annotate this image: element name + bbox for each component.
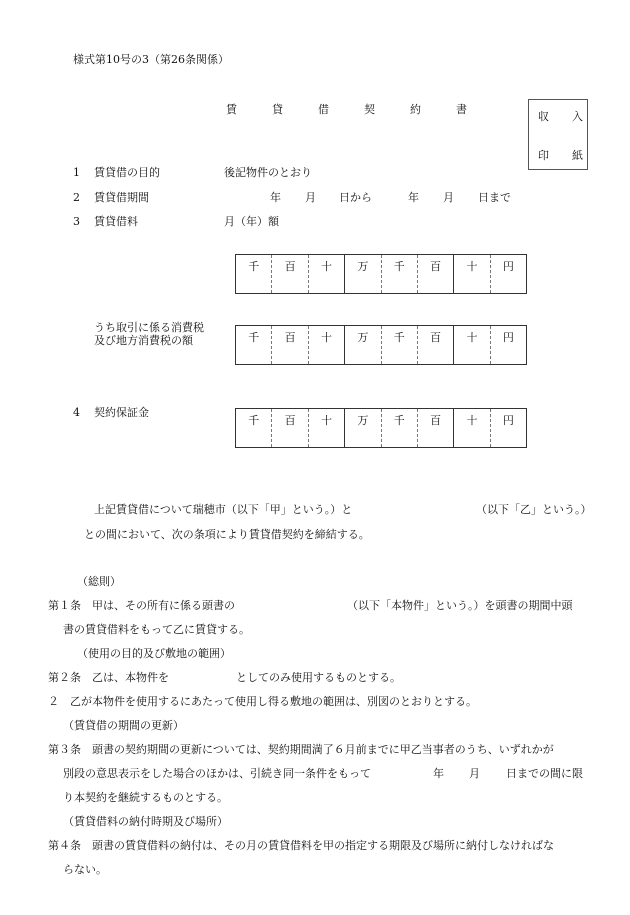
renewal-day: 日までの間に限 — [506, 767, 583, 780]
stamp-char: 印 — [538, 149, 549, 162]
digit-cell[interactable]: 万 — [344, 326, 380, 364]
item-label: 契約保証金 — [94, 406, 149, 419]
article2-line1b: としてのみ使用するものとする。 — [236, 671, 401, 684]
article2-line1a: 第２条 乙は、本物件を — [48, 671, 169, 684]
form-reference: 様式第10号の3（第26条関係） — [73, 53, 229, 66]
title-char: 約 — [410, 103, 421, 116]
article1-line1a: 第１条 甲は、その所有に係る頭書の — [48, 599, 235, 612]
period-day-until: 日まで — [478, 191, 511, 204]
revenue-stamp-box — [528, 99, 588, 170]
period-day-from: 日から — [339, 191, 372, 204]
digit-cell[interactable]: 百 — [271, 409, 307, 447]
article4-line1: 第４条 頭書の賃貸借料の納付は、その月の賃貸借料を甲の指定する期限及び場所に納付しなければな — [48, 839, 554, 852]
renewal-month: 月 — [469, 767, 480, 780]
document-title — [226, 104, 502, 115]
digit-cell[interactable]: 万 — [344, 409, 380, 447]
article1-line1b: （以下「本物件」という。）を頭書の期間中頭 — [347, 599, 573, 612]
digit-cell[interactable]: 百 — [417, 326, 453, 364]
digit-cell[interactable]: 十 — [308, 255, 344, 293]
digit-cell[interactable]: 円 — [490, 255, 526, 293]
item-number: 2 — [73, 191, 80, 204]
stamp-char: 収 — [538, 110, 549, 123]
digit-cell[interactable]: 円 — [490, 326, 526, 364]
digit-cell[interactable]: 十 — [453, 326, 489, 364]
digit-cell[interactable]: 百 — [417, 409, 453, 447]
digit-cell[interactable]: 千 — [381, 326, 417, 364]
digit-cell[interactable]: 十 — [308, 409, 344, 447]
digit-cell[interactable]: 十 — [308, 326, 344, 364]
digit-cell[interactable]: 千 — [248, 331, 260, 344]
digit-cell[interactable]: 千 — [248, 260, 260, 273]
item-label: 賃貸借期間 — [94, 191, 149, 204]
period-year: 年 — [270, 191, 281, 204]
item-label: 賃貸借の目的 — [94, 166, 160, 179]
tax-label-line2: 及び地方消費税の額 — [94, 334, 193, 347]
article2-para2: ２ 乙が本物件を使用するにあたって使用し得る敷地の範囲は、別図のとおりとする。 — [48, 695, 477, 708]
amount-grid-deposit[interactable] — [235, 408, 527, 448]
digit-cell[interactable]: 百 — [271, 255, 307, 293]
digit-cell[interactable]: 万 — [344, 255, 380, 293]
item-label: 賃貸借料 — [94, 215, 138, 228]
digit-cell[interactable]: 円 — [490, 409, 526, 447]
heading-renewal: （賃貸借の期間の更新） — [63, 719, 184, 732]
period-month: 月 — [443, 191, 454, 204]
renewal-year: 年 — [433, 767, 444, 780]
item-value: 後記物件のとおり — [224, 166, 312, 179]
digit-cell[interactable]: 十 — [453, 409, 489, 447]
tax-label-line1: うち取引に係る消費税 — [94, 321, 204, 334]
period-year: 年 — [408, 191, 419, 204]
digit-cell[interactable]: 百 — [417, 255, 453, 293]
digit-cell[interactable]: 千 — [381, 409, 417, 447]
article4-line2: らない。 — [63, 863, 107, 876]
title-char: 契 — [364, 103, 375, 116]
amount-grid-rent[interactable] — [235, 254, 527, 294]
title-char: 書 — [456, 103, 467, 116]
digit-cell[interactable]: 十 — [453, 255, 489, 293]
heading-general: （総則） — [77, 575, 121, 588]
item-value: 月（年）額 — [224, 215, 279, 228]
stamp-char: 紙 — [572, 149, 583, 162]
item-number: 3 — [73, 215, 80, 228]
intro-line1b: （以下「乙」という。） — [476, 503, 592, 516]
intro-line2: との間において、次の条項により賃貸借契約を締結する。 — [84, 528, 370, 541]
intro-line1a: 上記賃貸借について瑞穂市（以下「甲」という。）と — [94, 503, 353, 516]
item-number: 4 — [73, 406, 80, 419]
digit-cell[interactable]: 百 — [271, 326, 307, 364]
article3-line2a: 別段の意思表示をした場合のほかは、引続き同一条件をもって — [63, 767, 371, 780]
article1-line2: 書の賃貸借料をもって乙に賃貸する。 — [63, 623, 250, 636]
period-month: 月 — [305, 191, 316, 204]
digit-cell[interactable]: 千 — [381, 255, 417, 293]
title-char: 賃 — [226, 103, 237, 116]
item-number: 1 — [73, 166, 80, 179]
article3-line3: り本契約を継続するものとする。 — [63, 791, 228, 804]
heading-purpose: （使用の目的及び敷地の範囲） — [77, 647, 231, 660]
stamp-char: 入 — [572, 110, 583, 123]
article3-line1: 第３条 頭書の契約期間の更新については、契約期間満了６月前までに甲乙当事者のうち、いずれかが — [48, 743, 554, 756]
heading-payment: （賃貸借料の納付時期及び場所） — [63, 815, 228, 828]
title-char: 貸 — [272, 103, 283, 116]
digit-cell[interactable]: 千 — [248, 414, 260, 427]
title-char: 借 — [318, 103, 329, 116]
amount-grid-tax[interactable] — [235, 325, 527, 365]
